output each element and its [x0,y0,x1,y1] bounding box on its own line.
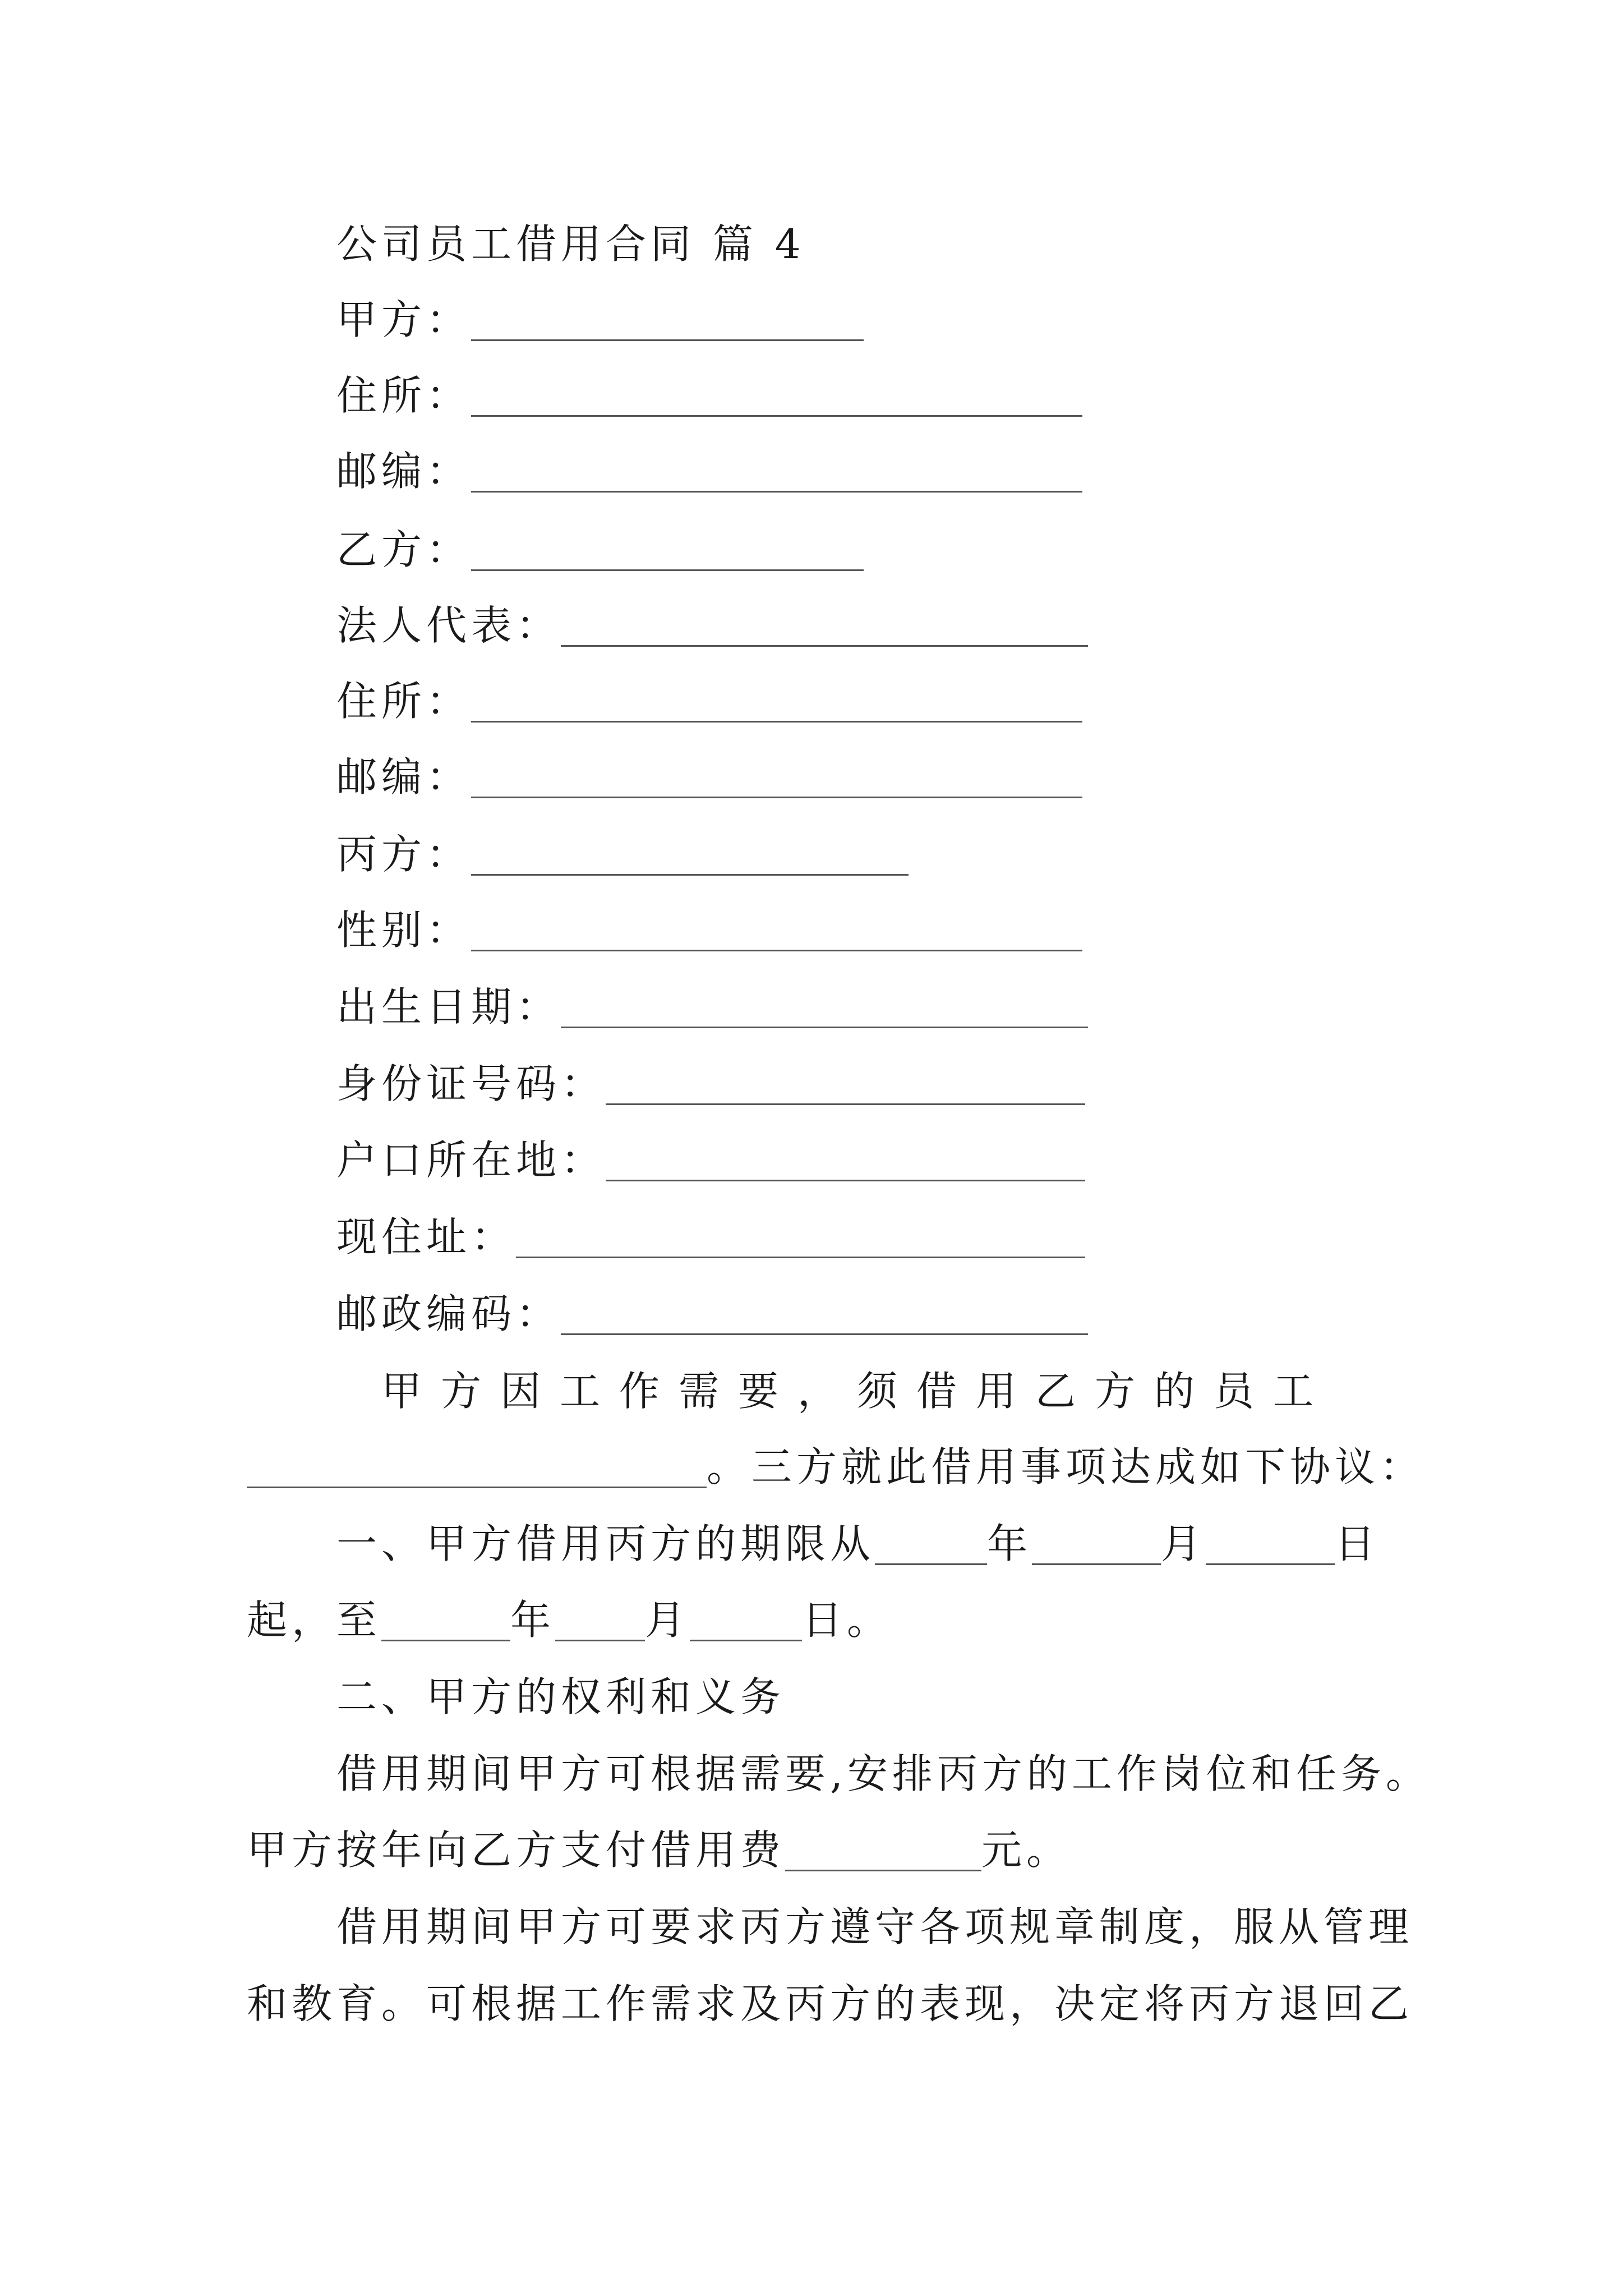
birth-date-label: 出生日期： [336,983,561,1030]
party-c-label: 丙方： [336,831,472,878]
party-a-label: 甲方： [336,296,472,343]
postal-code-blank[interactable] [561,1289,1088,1335]
legal-rep-label: 法人代表： [336,602,561,649]
clause-1-line-2-prefix: 起，至 [247,1596,382,1644]
clause-2-p2-line-1: 借用期间甲方可要求丙方遵守各项规章制度，服从管理 [336,1903,1414,1950]
clause-2-p1-line-2 [247,1825,1071,1875]
party-b-address-label: 住所： [336,678,472,725]
party-b-postcode-label: 邮编： [336,753,472,800]
id-number-row [336,1059,1085,1109]
clause-1-line-2 [247,1595,892,1645]
current-address-row [336,1212,1085,1262]
start-year-blank[interactable] [875,1519,987,1565]
intro-line-2 [247,1442,1424,1492]
gender-label: 性别： [336,907,472,954]
party-c-blank[interactable] [471,829,909,876]
end-month-label: 月 [645,1596,690,1644]
current-address-label: 现住址： [336,1213,517,1260]
fee-amount-blank[interactable] [785,1825,981,1871]
end-day-label: 日。 [802,1596,892,1644]
clause-1-prefix: 一、甲方借用丙方的期限从 [336,1520,875,1567]
party-a-address-row [336,370,1082,421]
legal-rep-blank[interactable] [561,600,1088,647]
start-day-blank[interactable] [1206,1519,1335,1565]
end-year-label: 年 [510,1596,556,1644]
borrowed-employee-blank[interactable] [247,1442,707,1488]
party-a-address-blank[interactable] [471,370,1082,417]
party-b-label: 乙方： [336,526,472,573]
id-number-label: 身份证号码： [336,1060,606,1107]
start-month-blank[interactable] [1032,1519,1161,1565]
intro-line-1: 甲方因工作需要，须借用乙方的员工 [381,1368,1333,1415]
party-a-postcode-label: 邮编： [336,448,472,495]
party-a-row [336,295,864,345]
clause-2-p2-line-2: 和教育。可根据工作需求及丙方的表现，决定将丙方退回乙 [247,1980,1414,2027]
party-b-blank[interactable] [471,524,864,571]
clause-2-p1-line-1: 借用期间甲方可根据需要,安排丙方的工作岗位和任务。 [336,1750,1431,1797]
year-label: 年 [987,1520,1032,1567]
party-a-postcode-row [336,446,1082,496]
gender-blank[interactable] [471,905,1082,951]
party-b-address-row [336,676,1082,726]
hukou-label: 户口所在地： [336,1137,606,1184]
document-title: 公司员工借用合同 篇 4 [336,220,805,268]
clause-1-line-1 [336,1519,1380,1569]
id-number-blank[interactable] [606,1059,1085,1105]
hukou-row [336,1135,1085,1185]
postal-code-label: 邮政编码： [336,1290,561,1337]
party-a-address-label: 住所： [336,372,472,419]
end-month-blank[interactable] [555,1595,645,1641]
party-b-row [336,524,864,575]
party-a-postcode-blank[interactable] [471,446,1082,493]
fee-text: 甲方按年向乙方支付借用费 [247,1826,786,1874]
hukou-blank[interactable] [606,1135,1085,1181]
intro-line-2-text: 。三方就此借用事项达成如下协议： [707,1443,1425,1490]
birth-date-row [336,982,1088,1032]
current-address-blank[interactable] [516,1212,1085,1258]
party-a-blank[interactable] [471,295,864,341]
party-b-postcode-blank[interactable] [471,752,1082,798]
clause-2-heading: 二、甲方的权利和义务 [336,1673,786,1720]
party-b-postcode-row [336,752,1082,802]
party-c-row [336,829,909,880]
fee-unit: 元。 [981,1826,1072,1874]
legal-rep-row [336,600,1088,651]
month-label: 月 [1161,1520,1206,1567]
postal-code-row [336,1289,1088,1339]
day-label: 日 [1335,1520,1380,1567]
birth-date-blank[interactable] [561,982,1088,1028]
party-b-address-blank[interactable] [471,676,1082,723]
end-day-blank[interactable] [690,1595,802,1641]
gender-row [336,905,1082,955]
end-year-blank[interactable] [381,1595,510,1641]
